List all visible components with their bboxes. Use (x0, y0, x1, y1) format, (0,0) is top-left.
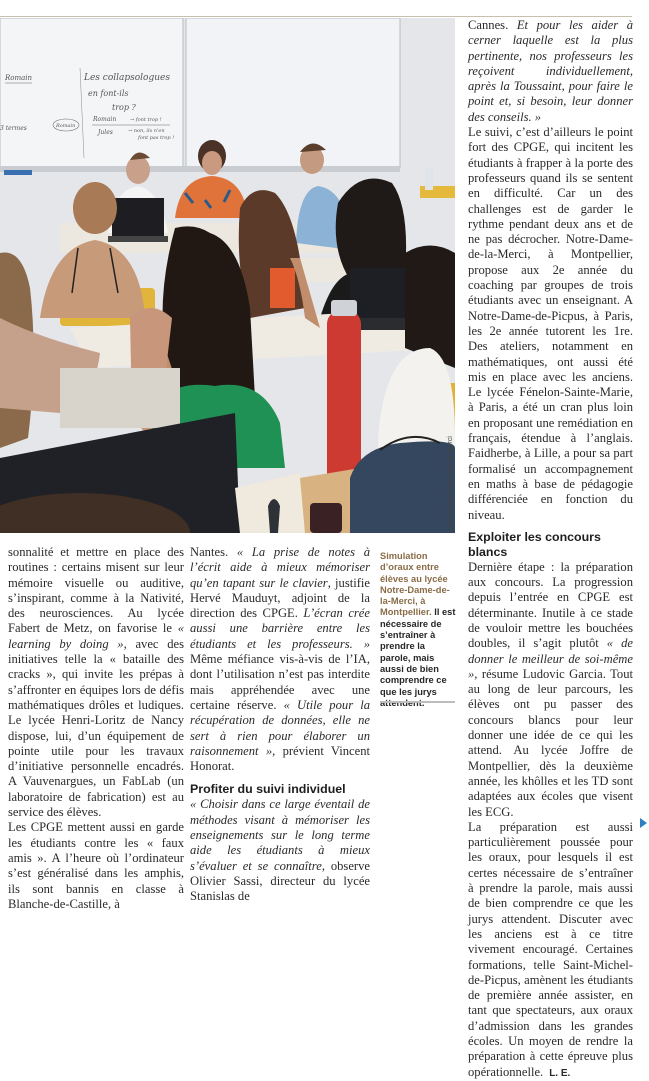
article-column-right (468, 18, 633, 1081)
whiteboard-text: 3 termes (0, 125, 27, 132)
quote-text: Et pour les aider à cerner laquelle est la plus pertinente, nos professeurs les reçoivent individuellement, après la Toussaint, pour faire le point et, si besoin, leur donner des conseils. » (468, 18, 633, 124)
quote-text: « Utile pour la récupération de données, elle ne sert à rien pour élaborer un raisonnement » (190, 697, 371, 758)
top-rule (0, 16, 632, 17)
caption-body: Il est nécessaire de s’entraîner à prendre la parole, mais aussi de bien comprendre ce que les jurys (380, 607, 456, 697)
photo-credit: Lycée Notre-Dame-de-la-Merci (447, 436, 454, 532)
paragraph: Les CPGE mettent aussi en garde les étudiants contre les « faux amis ». A l’heure où l’ordinateur s’est généralisé dans les amphis, ils sont bannis en classe à Blanche-de-Castille, à (8, 820, 184, 911)
whiteboard-text: → font trop ! (130, 117, 162, 123)
quote-text: « La prise de notes à l’écrit aide à mieux mémoriser qu’en tapant sur le clavier (190, 545, 370, 590)
paragraph (190, 545, 370, 774)
whiteboard-text: Romain (5, 74, 33, 82)
section-subhead: Profiter du suivi individuel (190, 782, 346, 797)
whiteboard-text: Jules (98, 129, 113, 136)
text-run: Cannes. (468, 18, 517, 32)
text-run: sonnalité et mettre en place des routines : certains misent sur leur mémoire visuelle ou auditive, s’inspirant, comme à la Nativité, des neurosciences. Au lycée Fabert de Metz, on favorise le (8, 545, 184, 636)
paragraph: Le suivi, c’est d’ailleurs le point fort des CPGE, qui incitent les étudiants à frapper à la porte des professeurs quand ils se sentent en difficulté. Car un des challenges est de garder le rythme pendant deux ans et de ne pas décrocher. Notre-Dame-de-la-Merci, à Montpellier, propose aux 2e année du coaching par groupes de trois étudiants avec un enseignant. A Notre-Dame-de-Picpus, à Paris, les 2e année tutorent les 1re. Des ateliers, notamment en mathématiques, ont aussi été mis en place avec les anciens. Le lycée Fénelon-Sainte-Marie, à Paris, a été un cran plus loin en proposant une remédiation en français, étendue à l’anglais. Faidherbe, à Lille, a pour sa part formalisé un accompagnement en maths à base de pédagogie différenciée en fonction du niveau. (468, 125, 633, 522)
text-run: , justifie Hervé Mauduyt, adjoint de la direction des CPGE. (190, 575, 370, 621)
text-run: La préparation est aussi particulièrement poussée pour les oraux, pour lesquels il est certes nécessaire de s’entraîner à prendre la parole, mais aussi de bien comprendre ce que les jurys attendent. Discuter avec les anciens est à ce titre vivement encouragé. Certaines formations, telle Saint-Michel-de-Picpus, amènent les étudiants de première année assister, en tant que spectateurs, aux oraux d’admission dans les grandes écoles. Un moyen de rendre la préparation à cette épreuve plus opérationnelle. (468, 819, 633, 1079)
paragraph (468, 820, 633, 1081)
paragraph (190, 797, 370, 904)
whiteboard-text: → non, ils n'en (128, 128, 165, 134)
author-signature: L. E. (549, 1067, 571, 1079)
section-subhead: Exploiter les concours blancs (468, 529, 601, 559)
paragraph (8, 545, 184, 820)
whiteboard-text: en font-ils (88, 89, 129, 98)
whiteboard-text: font pas trop ! (138, 135, 175, 141)
article-column-left (8, 545, 184, 912)
continue-arrow-icon (640, 818, 647, 828)
article-column-middle (190, 545, 370, 905)
text-run: , observe Olivier Sassi, directeur du lycée Stanislas de (190, 858, 371, 904)
whiteboard-text: Les collapsologues (84, 73, 170, 83)
quote-text: « de donner le meilleur de soi-même » (468, 636, 633, 681)
whiteboard-text: trop ? (112, 103, 136, 112)
text-run: Nantes. (190, 545, 237, 559)
paragraph (468, 18, 633, 125)
text-run: , avec des initiatives telle la « bataille des cracks », qui invite les prépas à s’affronter en équipes lors de défis mathématiques drôles et ludiques. Le lycée Henri-Loritz de Nancy dispose, lui, d’un équipement de pointe utile pour les travaux d’initiative personnelle encadrés. A Vauvenargues, un FabLab (un laboratoire de fabrication) est au service des élèves. (8, 636, 184, 820)
quote-text: L’écran crée aussi une barrière entre les étudiants et les professeurs. » (190, 606, 370, 651)
text-run: Dernière étape : la préparation aux concours. La progression depuis l’entrée en CPGE est déterminante. Inutile à ce stade de vouloir mettre les bouchées doubles, il s’agit plutôt (468, 559, 633, 651)
paragraph (468, 560, 633, 820)
whiteboard-text: Romain (93, 116, 117, 123)
photo-caption (380, 551, 458, 709)
caption-lead: Simulation d’oraux entre élèves au lycée Notre-Dame-de-la-Merci, à Montpellier. (380, 551, 450, 618)
text-run: Même méfiance vis-à-vis de l’IA, dont l’utilisation n’est pas interdite mais appréhendée avec une certaine réserve. (190, 652, 370, 712)
quote-text: « learning by doing » (8, 621, 184, 651)
caption-divider (380, 701, 455, 703)
article-photo (0, 18, 455, 533)
whiteboard-text: Romain (56, 123, 76, 129)
text-run: , prévient Vincent Honorat. (190, 743, 370, 774)
quote-text: « Choisir dans ce large éventail de méthodes visant à mémoriser les enseignements sur le long terme aide les étudiants à mieux s’évaluer et se connaître (190, 797, 370, 873)
text-run: , résume Ludovic Garcia. Tout au long de leur parcours, les élèves ont pu passer des concours blancs pour leur donner une idée de ce qui les attend. Au lycée Joffre de Montpellier, dès la deuxième année, les khôlles et les TD sont adaptées aux écoles que visent les ECG. (468, 666, 633, 819)
